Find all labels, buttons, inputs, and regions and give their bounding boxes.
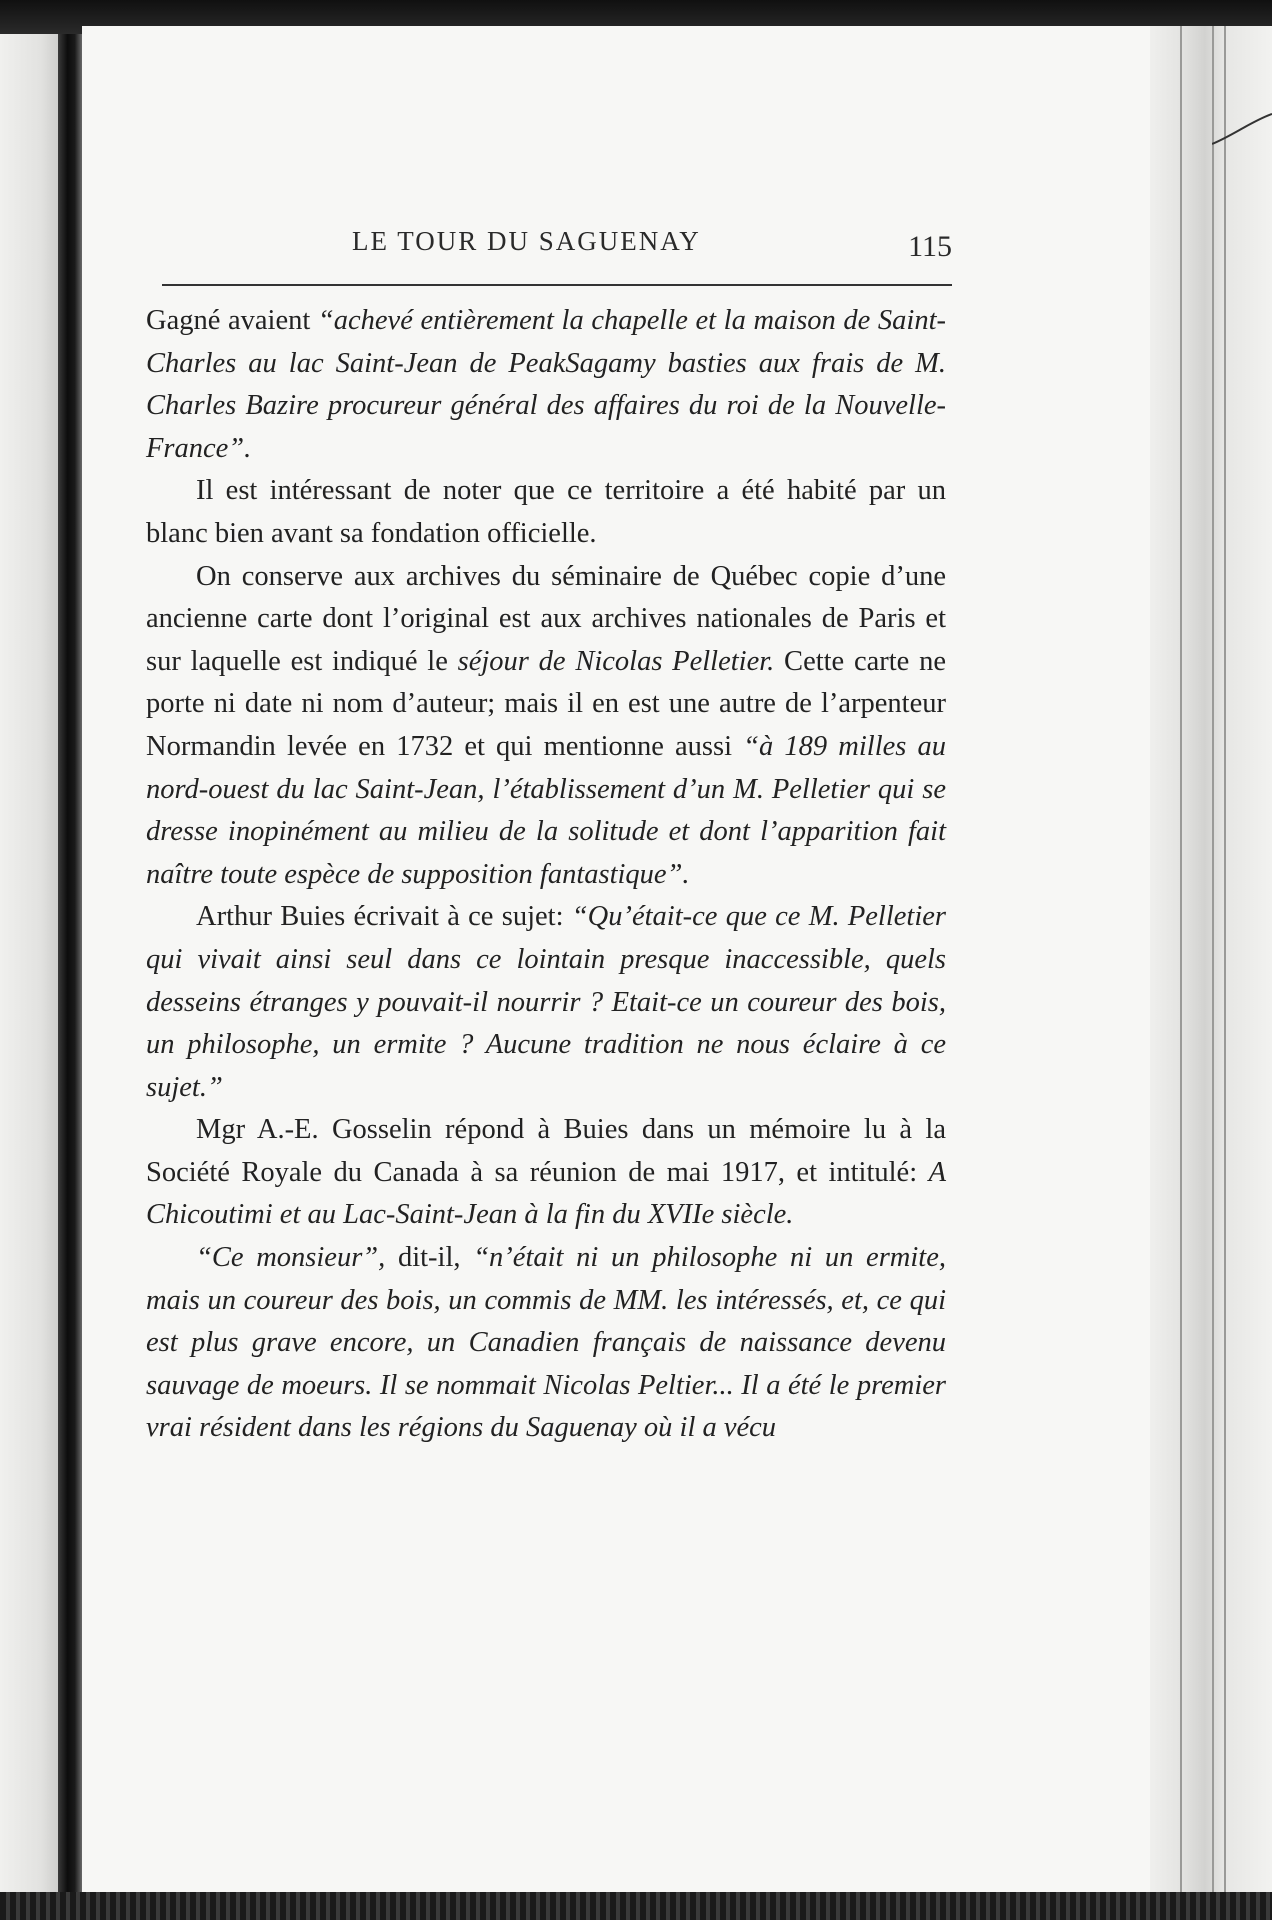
text-run: dit-il, bbox=[385, 1242, 474, 1274]
text-run: Mgr A.-E. Gosselin répond à Buies dans un mémoire lu à la Société Royale du Canada à sa réunion de mai 1917, et intitulé: bbox=[146, 1114, 946, 1188]
text-run: Cette carte ne porte ni date ni nom d’auteur; mais il en est une autre de l’arpenteur Normandin levée en 1732 et qui mentionne aussi bbox=[146, 645, 947, 762]
page-edge-line bbox=[1180, 26, 1182, 1920]
italic-text: “Qu’était-ce que ce M. Pelletier qui vivait ainsi seul dans ce lointain presque inaccessible, quels desseins étranges y pouvait-il nourrir ? Etait-ce un coureur des bois, un philosophe, un ermite ? Aucune tradition ne nous éclaire à ce sujet.” bbox=[146, 901, 946, 1103]
body-text bbox=[146, 300, 946, 1450]
running-title: LE TOUR DU SAGUENAY bbox=[352, 226, 701, 256]
paragraph bbox=[146, 300, 946, 470]
text-run: Arthur Buies écrivait à ce sujet: bbox=[196, 901, 572, 933]
header-rule bbox=[162, 284, 952, 286]
text-run: Il est intéressant de noter que ce territoire a été habité par un blanc bien avant sa fondation officielle. bbox=[146, 475, 946, 549]
paragraph bbox=[146, 1109, 946, 1237]
facing-page-edge bbox=[0, 34, 58, 1920]
page-stack-edge bbox=[1150, 26, 1272, 1920]
italic-text: “à 189 milles au nord-ouest du lac Saint-Jean, l’établissement d’un M. Pelletier qui se dresse inopinément au milieu de la solitude et dont l’apparition fait naître toute espèce de supposition fantastique”. bbox=[146, 730, 946, 890]
paragraph bbox=[146, 470, 946, 555]
text-run: Gagné avaient bbox=[146, 305, 318, 336]
book-binding bbox=[58, 34, 82, 1920]
paragraph bbox=[146, 556, 946, 897]
paragraph bbox=[146, 896, 946, 1109]
page-edge-line bbox=[1212, 26, 1214, 1920]
paragraph bbox=[146, 1237, 946, 1450]
page-corner-curl bbox=[1212, 86, 1272, 156]
page-edge-line bbox=[1224, 26, 1226, 1920]
italic-text: “n’était ni un philosophe ni un ermite, mais un coureur des bois, un commis de MM. les intéressés, et, ce qui est plus grave encore, un Canadien français de naissance devenu sauvage de moeurs. Il se nommait Nicolas Peltier... Il a été le premier vrai résident dans les régions du Saguenay où il a vécu bbox=[146, 1242, 946, 1444]
italic-text: “Ce monsieur”, bbox=[196, 1242, 386, 1274]
italic-text: A Chicoutimi et au Lac-Saint-Jean à la fin du XVIIe siècle. bbox=[146, 1156, 946, 1231]
page-number: 115 bbox=[908, 230, 952, 263]
page-header bbox=[162, 218, 952, 268]
italic-text: “achevé entièrement la chapelle et la maison de Saint-Charles au lac Saint-Jean de PeakSagamy basties aux frais de M. Charles Bazire procureur général des affaires du roi de la Nouvelle-France”. bbox=[146, 305, 946, 464]
scan-bottom-strip bbox=[0, 1892, 1272, 1920]
text-run: On conserve aux archives du séminaire de Québec copie d’une ancienne carte dont l’original est aux archives nationales de Paris et sur laquelle est indiqué le bbox=[146, 560, 946, 677]
italic-text: séjour de Nicolas Pelletier. bbox=[457, 645, 775, 677]
